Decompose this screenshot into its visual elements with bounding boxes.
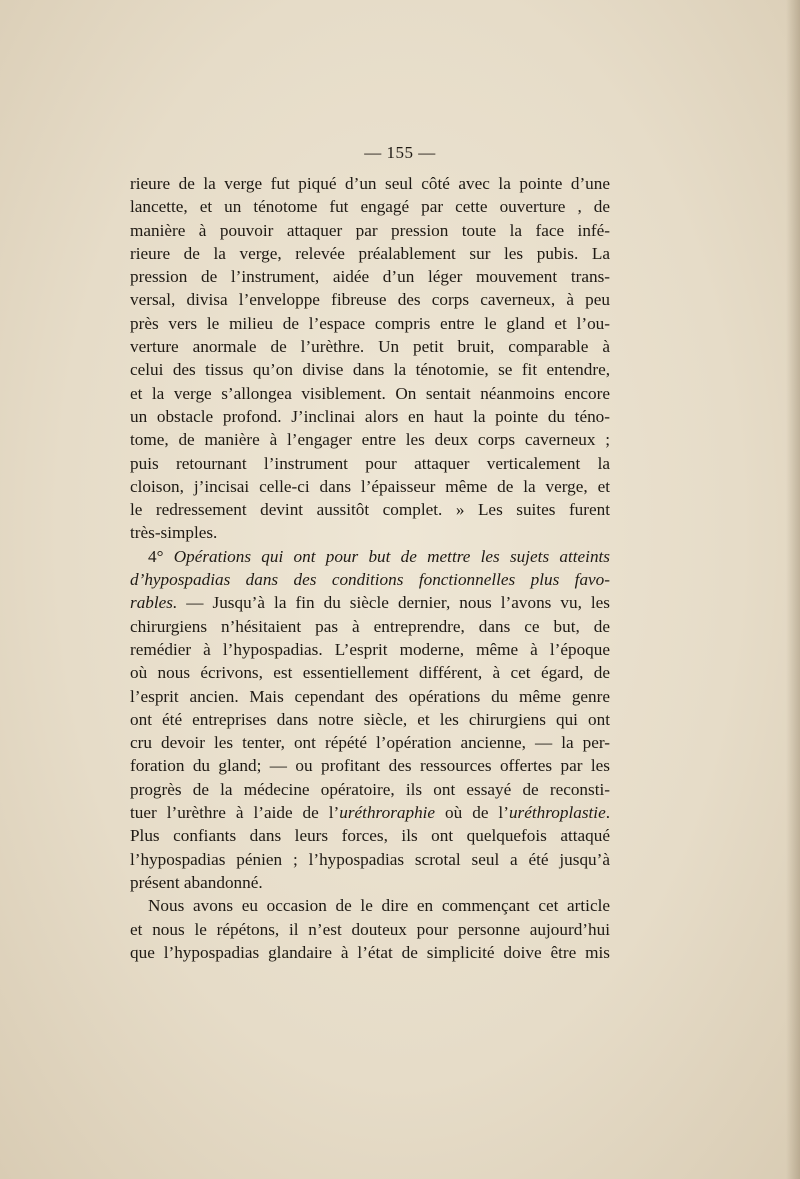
text-line: un obstacle profond. J’inclinai alors en haut la pointe du téno- — [130, 406, 610, 426]
text-line: et la verge s’allongea visiblement. On sentait néanmoins encore — [130, 383, 610, 403]
text-line: présent abandonné. — [130, 872, 263, 892]
text-line: cloison, j’incisai celle-ci dans l’épaisseur même de la verge, et — [130, 476, 610, 496]
page-edge-shadow — [786, 0, 800, 1179]
text-line: le redressement devint aussitôt complet. » Les suites furent — [130, 500, 610, 520]
text-line — [130, 591, 610, 614]
text-line: Nous avons eu occasion de le dire en commençant cet article — [148, 896, 610, 916]
text-line: très-simples. — [130, 523, 218, 543]
text-segment: tuer l’urèthre à l’aide de l’ — [130, 803, 340, 823]
text-segment: — Jusqu’à la fin du siècle dernier, nous l’avons vu, les — [177, 593, 610, 613]
text-line: puis retournant l’instrument pour attaquer verticalement la — [130, 453, 610, 473]
text-line: près vers le milieu de l’espace compris entre le gland et l’ou- — [130, 313, 610, 333]
text-line: celui des tissus qu’on divise dans la ténotomie, se fit entendre, — [130, 360, 610, 380]
text-line: tome, de manière à l’engager entre les deux corps caverneux ; — [130, 430, 610, 450]
text-line — [130, 568, 610, 591]
text-line: versal, divisa l’enveloppe fibreuse des corps caverneux, à peu — [130, 290, 610, 310]
text-line: foration du gland; — ou profitant des ressources offertes par les — [130, 756, 610, 776]
text-line: et nous le répétons, il n’est douteux pour personne aujourd’hui — [130, 919, 610, 939]
body-text — [130, 172, 610, 964]
text-line: lancette, et un ténotome fut engagé par cette ouverture , de — [130, 197, 610, 217]
text-line: progrès de la médecine opératoire, ils ont essayé de reconsti- — [130, 779, 610, 799]
text-line: ont été entreprises dans notre siècle, et les chirurgiens qui ont — [130, 709, 610, 729]
text-line: remédier à l’hypospadias. L’esprit moderne, même à l’époque — [130, 639, 610, 659]
italic-text: uréthroplastie — [508, 803, 606, 823]
text-segment: 4° — [148, 546, 174, 566]
text-line: cru devoir les tenter, ont répété l’opération ancienne, — la per- — [130, 733, 610, 753]
text-line: rieure de la verge, relevée préalablement sur les pubis. La — [130, 243, 610, 263]
text-line: pression de l’instrument, aidée d’un léger mouvement trans- — [130, 267, 610, 287]
text-line: rieure de la verge fut piqué d’un seul côté avec la pointe d’une — [130, 174, 610, 193]
page-number: — 155 — — [364, 143, 436, 162]
text-segment: . — [605, 803, 610, 823]
text-line: manière à pouvoir attaquer par pression toute la face infé- — [130, 220, 610, 240]
italic-text: rables. — [130, 593, 178, 613]
text-line: où nous écrivons, est essentiellement différent, à cet égard, de — [130, 663, 610, 683]
italic-text: uréthroraphie — [339, 803, 436, 823]
text-line: l’hypospadias pénien ; l’hypospadias scrotal seul a été jusqu’à — [130, 849, 610, 869]
text-line: Plus confiants dans leurs forces, ils ont quelquefois attaqué — [130, 826, 610, 846]
text-line: verture anormale de l’urèthre. Un petit bruit, comparable à — [130, 337, 610, 357]
text-line: l’esprit ancien. Mais cependant des opérations du même genre — [130, 686, 610, 706]
text-line — [130, 801, 610, 824]
text-line — [130, 545, 610, 568]
text-line: chirurgiens n’hésitaient pas à entreprendre, dans ce but, de — [130, 616, 610, 636]
italic-text: Opérations qui ont pour but de mettre les sujets atteints — [173, 546, 610, 566]
italic-text: d’hypospadias dans des conditions fonctionnelles plus favo- — [130, 570, 610, 590]
text-line: que l’hypospadias glandaire à l’état de simplicité doive être mis — [130, 942, 610, 962]
text-segment: où de l’ — [435, 803, 509, 823]
